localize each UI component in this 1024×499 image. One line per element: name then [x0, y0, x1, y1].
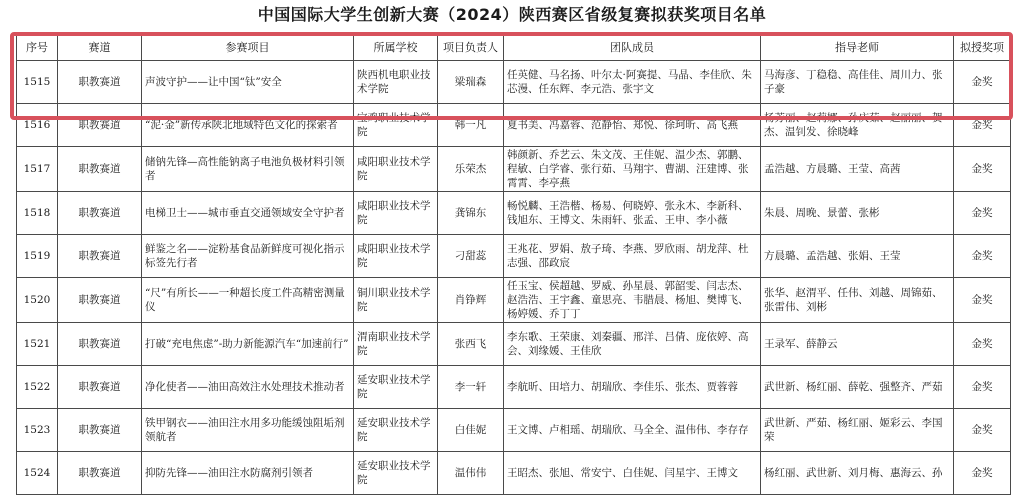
cell-advisors: 杨芳丽、赵莉娜、孙庆茹、赵丽丽、贺杰、温钊发、徐晓峰 — [761, 104, 954, 147]
cell-leader: 乐荣杰 — [438, 147, 504, 192]
cell-leader: 白佳妮 — [438, 409, 504, 452]
cell-team: 王文博、卢相瑶、胡瑞欣、马全全、温伟伟、李存存 — [504, 409, 761, 452]
table-row — [17, 366, 1011, 409]
cell-advisors: 张华、赵渭平、任伟、刘越、周锦茹、张雷伟、刘彬 — [761, 278, 954, 323]
cell-school: 延安职业技术学院 — [354, 366, 438, 409]
cell-team: 李航昕、田培力、胡瑞欣、李佳乐、张杰、贾蓉蓉 — [504, 366, 761, 409]
cell-advisors: 杨红丽、武世新、刘月梅、惠海云、孙 — [761, 452, 954, 495]
table-row — [17, 192, 1011, 235]
table-row — [17, 278, 1011, 323]
award-table — [16, 35, 1011, 495]
cell-leader: 韩一凡 — [438, 104, 504, 147]
header-project: 参赛项目 — [142, 36, 354, 61]
table-header-row — [17, 36, 1011, 61]
cell-award: 金奖 — [954, 147, 1011, 192]
header-track: 赛道 — [58, 36, 142, 61]
cell-track: 职教赛道 — [58, 61, 142, 104]
table-row — [17, 409, 1011, 452]
cell-school: 咸阳职业技术学院 — [354, 235, 438, 278]
cell-team: 韩颜新、乔艺云、朱文茂、王佳妮、温少杰、郭鹏、程敏、白学睿、张行茹、马翔宇、曹湖、汪建博、张霄霄、李亭燕 — [504, 147, 761, 192]
cell-school: 宝鸡职业技术学院 — [354, 104, 438, 147]
cell-project: 打破“充电焦虑”-助力新能源汽车“加速前行” — [142, 323, 354, 366]
cell-award: 金奖 — [954, 323, 1011, 366]
cell-award: 金奖 — [954, 278, 1011, 323]
cell-track: 职教赛道 — [58, 323, 142, 366]
cell-project: “泥·金”新传承陕北地域特色文化的探索者 — [142, 104, 354, 147]
cell-leader: 刁甜蕊 — [438, 235, 504, 278]
header-leader: 项目负责人 — [438, 36, 504, 61]
cell-advisors: 王录军、薛静云 — [761, 323, 954, 366]
cell-advisors: 武世新、杨红丽、薛乾、强整齐、严茹 — [761, 366, 954, 409]
table-row — [17, 323, 1011, 366]
cell-team: 畅悦麟、王浩楷、杨易、何晓婷、张永木、李新科、钱旭东、王博文、朱雨轩、张孟、王申、李小薇 — [504, 192, 761, 235]
cell-project: 抑防先锋——油田注水防腐剂引领者 — [142, 452, 354, 495]
cell-advisors: 武世新、严茹、杨红丽、姬彩云、李国荣 — [761, 409, 954, 452]
cell-award: 金奖 — [954, 235, 1011, 278]
cell-school: 渭南职业技术学院 — [354, 323, 438, 366]
cell-seq: 1520 — [17, 278, 58, 323]
cell-track: 职教赛道 — [58, 147, 142, 192]
cell-track: 职教赛道 — [58, 278, 142, 323]
table-row — [17, 147, 1011, 192]
cell-leader: 龚锦东 — [438, 192, 504, 235]
cell-track: 职教赛道 — [58, 452, 142, 495]
cell-project: 声波守护——让中国“钛”安全 — [142, 61, 354, 104]
cell-award: 金奖 — [954, 366, 1011, 409]
table-row — [17, 235, 1011, 278]
cell-advisors: 朱晨、周晚、景蕾、张彬 — [761, 192, 954, 235]
page-title: 中国国际大学生创新大赛（2024）陕西赛区省级复赛拟获奖项目名单 — [257, 5, 767, 24]
cell-track: 职教赛道 — [58, 192, 142, 235]
cell-advisors: 马海彦、丁稳稳、高佳佳、周川力、张子豪 — [761, 61, 954, 104]
cell-school: 延安职业技术学院 — [354, 452, 438, 495]
header-school: 所属学校 — [354, 36, 438, 61]
cell-leader: 温伟伟 — [438, 452, 504, 495]
cell-school: 陕西机电职业技术学院 — [354, 61, 438, 104]
cell-project: 铁甲钢衣——油田注水用多功能缓蚀阻垢剂领航者 — [142, 409, 354, 452]
cell-track: 职教赛道 — [58, 409, 142, 452]
cell-award: 金奖 — [954, 61, 1011, 104]
cell-leader: 梁瑞森 — [438, 61, 504, 104]
cell-school: 延安职业技术学院 — [354, 409, 438, 452]
cell-seq: 1524 — [17, 452, 58, 495]
cell-award: 金奖 — [954, 452, 1011, 495]
cell-team: 任英健、马名扬、叶尔太·阿赛提、马晶、李佳欣、朱芯漫、任东辉、李元浩、张宇文 — [504, 61, 761, 104]
cell-advisors: 孟浩越、方晨璐、王莹、高茜 — [761, 147, 954, 192]
cell-school: 咸阳职业技术学院 — [354, 192, 438, 235]
cell-leader: 肖铮辉 — [438, 278, 504, 323]
cell-seq: 1515 — [17, 61, 58, 104]
cell-school: 铜川职业技术学院 — [354, 278, 438, 323]
cell-seq: 1518 — [17, 192, 58, 235]
cell-team: 夏书美、冯嘉蓉、范静怡、郑悦、徐珂昕、高飞燕 — [504, 104, 761, 147]
cell-award: 金奖 — [954, 409, 1011, 452]
cell-project: 净化使者——油田高效注水处理技术推动者 — [142, 366, 354, 409]
cell-school: 咸阳职业技术学院 — [354, 147, 438, 192]
cell-project: 鲜鉴之名——淀粉基食品新鲜度可视化指示标签先行者 — [142, 235, 354, 278]
header-team: 团队成员 — [504, 36, 761, 61]
cell-seq: 1516 — [17, 104, 58, 147]
table-row — [17, 61, 1011, 104]
table-row — [17, 104, 1011, 147]
cell-leader: 李一轩 — [438, 366, 504, 409]
cell-seq: 1523 — [17, 409, 58, 452]
table-row — [17, 452, 1011, 495]
cell-track: 职教赛道 — [58, 104, 142, 147]
header-award: 拟授奖项 — [954, 36, 1011, 61]
cell-leader: 张西飞 — [438, 323, 504, 366]
cell-seq: 1521 — [17, 323, 58, 366]
cell-project: 储钠先锋—高性能钠离子电池负极材料引领者 — [142, 147, 354, 192]
cell-project: “尺”有所长——一种超长度工件高精密测量仪 — [142, 278, 354, 323]
cell-advisors: 方晨璐、孟浩越、张娟、王莹 — [761, 235, 954, 278]
cell-team: 王兆花、罗娟、敖子琦、李燕、罗欣雨、胡龙萍、杜志强、邵政宸 — [504, 235, 761, 278]
header-seq: 序号 — [17, 36, 58, 61]
cell-track: 职教赛道 — [58, 366, 142, 409]
cell-team: 王昭杰、张旭、常安宁、白佳妮、闫星宇、王博文 — [504, 452, 761, 495]
cell-track: 职教赛道 — [58, 235, 142, 278]
cell-team: 任玉宝、侯超越、罗威、孙星晨、郭韶雯、闫志杰、赵浩浩、王宇鑫、童思亮、韦腊晨、杨旭、樊博飞、杨婷媛、乔丁丁 — [504, 278, 761, 323]
cell-seq: 1522 — [17, 366, 58, 409]
cell-award: 金奖 — [954, 104, 1011, 147]
cell-project: 电梯卫士——城市垂直交通领域安全守护者 — [142, 192, 354, 235]
cell-team: 李东歌、王荣康、刘秦疆、邢洋、吕倩、庞依婷、高会、刘缘媛、王佳欣 — [504, 323, 761, 366]
cell-award: 金奖 — [954, 192, 1011, 235]
header-advisors: 指导老师 — [761, 36, 954, 61]
cell-seq: 1519 — [17, 235, 58, 278]
cell-seq: 1517 — [17, 147, 58, 192]
